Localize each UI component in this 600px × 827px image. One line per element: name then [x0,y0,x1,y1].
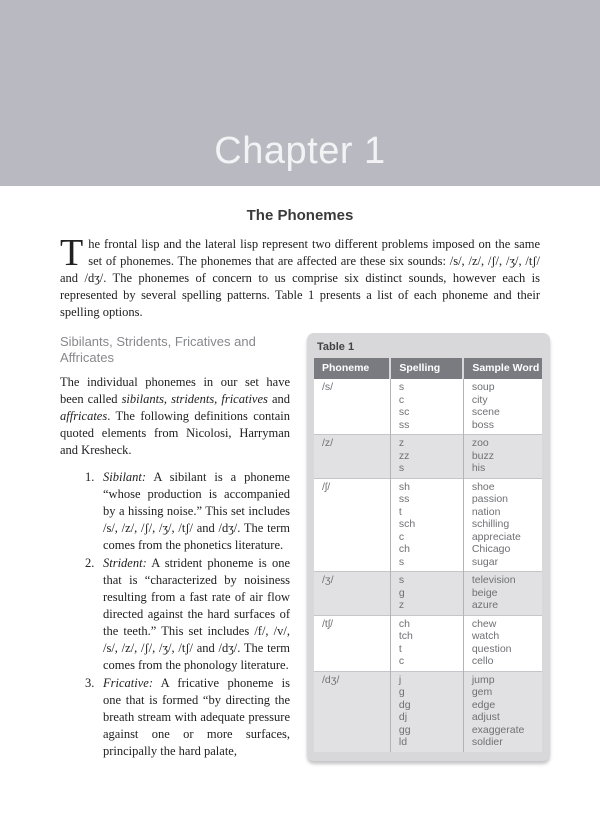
phoneme-table-header [314,358,542,379]
spelling-entry: z [398,437,405,449]
sample-word-entry: gem [471,686,493,698]
sample-word-entry: scene [471,406,500,418]
text-segment: and [267,392,290,406]
sample-word-entry: passion [471,493,509,505]
sample-word-entry: beige [471,586,498,599]
definitions-intro-paragraph [60,374,290,459]
spelling-entry: ss [398,418,410,431]
spelling-entry: sc [398,406,410,418]
column-header-sample-word: Sample Word [463,358,542,379]
sample-word-cell [463,671,542,752]
spelling-entry: s [398,574,405,586]
list-item-sibilant [60,469,290,554]
sample-word-entry: boss [471,418,495,431]
spelling-entry: c [398,393,405,406]
phoneme-symbol: /z/ [322,437,334,449]
sample-word-cell [463,379,542,435]
phoneme-cell [314,572,390,616]
sample-word-entry: adjust [471,711,500,723]
spelling-entry: ss [398,493,410,505]
spelling-entry: sch [398,518,416,530]
spelling-cell [390,671,463,752]
spelling-entry: zz [398,449,410,462]
definition-body: A sibilant is a phoneme “whose production is accompanied by a hissing noise.” This set includes /s/, /z/, /ʃ/, /ʒ/, /tʃ/ and /dʒ/. The term comes from the phonetics literature. [103,470,290,552]
italic-term: affricates [60,409,108,423]
list-item-strident [60,555,290,674]
spelling-entry: g [398,586,405,599]
section-heading: Sibilants, Stridents, Fricatives and Affricates [60,334,256,365]
spelling-cell [390,379,463,435]
spelling-cell [390,572,463,616]
phoneme-row-group [314,615,542,671]
sample-word-cell [463,478,542,572]
spelling-entry: dj [398,711,408,723]
list-item-text [103,469,290,554]
phoneme-symbol: /tʃ/ [322,617,334,630]
sample-word-entry: shoe [471,480,495,493]
intro-text: he frontal lisp and the lateral lisp represent two different problems imposed on the same set of phonemes. The phonemes that are affected are these six sounds: /s/, /z/, /ʃ/, /ʒ/, /tʃ/ and /dʒ/. The phonemes of concern to us comprise six distinct sounds, however each is represented by several spelling patterns. Table 1 presents a list of each phoneme and their spelling options. [60,237,540,319]
phoneme-symbol: /ʒ/ [322,574,334,586]
spelling-entry: ld [398,736,408,748]
definitions-list [60,469,290,760]
sample-word-entry: Chicago [471,543,511,555]
sample-word-entry: cello [471,655,494,667]
sample-word-entry: television [471,574,516,586]
phoneme-row-group [314,478,542,572]
spelling-entry: ch [398,543,410,555]
phoneme-row-group [314,379,542,435]
text-segment: . The following definitions contain quoted elements from Nicolosi, Harryman and Kresheck. [60,409,290,457]
column-header-spelling: Spelling [390,358,463,379]
sample-word-entry: exaggerate [471,723,525,736]
table-title: Table 1 [317,341,355,353]
definition-body: A fricative phoneme is one that is formed “by directing the breath stream with adequate pressure against one or more surfaces, principally the hard palate, [103,676,290,758]
spelling-entry: z [398,599,405,611]
phoneme-row-group [314,671,542,752]
phoneme-cell [314,379,390,435]
phoneme-cell [314,615,390,671]
phoneme-row-group [314,572,542,616]
spelling-entry: s [398,462,405,474]
sample-word-entry: azure [471,599,499,611]
spelling-entry: c [398,530,405,543]
sample-word-entry: buzz [471,449,495,462]
phoneme-cell [314,478,390,572]
phoneme-table-rows [314,379,542,752]
text-segment: The individual phonemes in our set have been called [60,375,290,406]
definition-term: Sibilant: [103,470,147,484]
sample-word-cell [463,615,542,671]
sample-word-entry: watch [471,630,500,642]
spelling-entry: ch [398,617,410,630]
column-header-phoneme: Phoneme [314,358,390,379]
spelling-entry: s [398,381,405,393]
sample-word-entry: chew [471,617,497,630]
spelling-cell [390,615,463,671]
spelling-entry: sh [398,480,410,493]
spelling-entry: t [398,642,402,655]
sample-word-cell [463,572,542,616]
phoneme-symbol: /dʒ/ [322,673,340,686]
phoneme-symbol: /s/ [322,381,334,393]
chapter-banner [0,0,600,186]
spelling-entry: s [398,555,405,568]
spelling-entry: gg [398,723,411,736]
definition-body: A strident phoneme is one that is “characterized by noisiness resulting from a fast rate of air flow directed against the hard surfaces of the teeth.” This set includes /f/, /v/, /s/, /z/, /ʃ/, /ʒ/, /tʃ/ and /dʒ/. The term comes from the phonology literature. [103,556,290,672]
intro-paragraph [60,232,540,321]
left-column [60,333,290,761]
list-item-text [103,675,290,760]
sample-word-entry: question [471,642,512,655]
phoneme-row-group [314,435,542,479]
table-card [307,333,550,761]
italic-term: sibilants, stridents, fricatives [121,392,268,406]
sample-word-entry: edge [471,698,496,711]
spelling-entry: c [398,655,405,667]
list-item-fricative [60,675,290,760]
spelling-entry: dg [398,698,411,711]
sample-word-entry: soup [471,381,495,393]
drop-cap: T [60,232,84,274]
phoneme-cell [314,671,390,752]
sample-word-entry: his [471,462,486,474]
list-item-text [103,555,290,674]
list-item-number: 1. [85,470,95,484]
sample-word-entry: city [471,393,488,406]
sample-word-entry: appreciate [471,530,521,543]
definition-term: Fricative: [103,676,153,690]
spelling-cell [390,478,463,572]
sample-word-entry: sugar [471,555,499,568]
phoneme-cell [314,435,390,479]
sample-word-cell [463,435,542,479]
spelling-entry: j [398,673,402,686]
two-column-area [60,333,550,761]
phoneme-symbol: /ʃ/ [322,480,331,493]
spelling-entry: tch [398,630,413,642]
list-item-number: 3. [85,676,95,690]
sample-word-entry: jump [471,673,495,686]
spelling-entry: t [398,505,402,518]
sample-word-entry: nation [471,505,501,518]
sample-word-entry: soldier [471,736,503,748]
definition-term: Strident: [103,556,147,570]
list-item-number: 2. [85,556,95,570]
page-title: The Phonemes [246,207,354,224]
chapter-title: Chapter 1 [214,130,386,172]
spelling-cell [390,435,463,479]
sample-word-entry: schilling [471,518,510,530]
spelling-entry: g [398,686,405,698]
phoneme-table [314,358,542,752]
sample-word-entry: zoo [471,437,489,449]
